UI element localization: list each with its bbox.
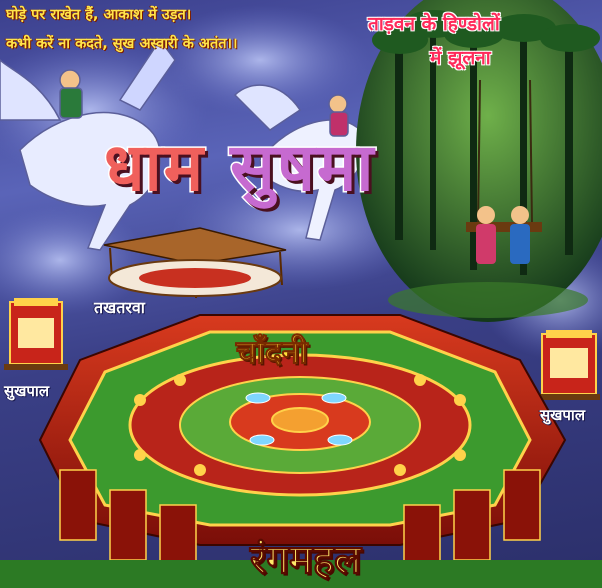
title-word-2: सुषमा (230, 129, 376, 206)
sukhpal-left (4, 298, 68, 370)
title-word-1: धाम (104, 129, 206, 206)
swing-caption-line-1: ताड़वन के हिण्डोलों (368, 13, 500, 35)
label-rangmahal: रंगमहल (250, 537, 362, 583)
verse-line-2: कभी करें ना कदते, सुख अस्वारी के अतंत।। (6, 36, 238, 52)
label-takhtarva: तखतरवा (94, 298, 145, 317)
label-sukhpal-left: सुखपाल (4, 382, 49, 400)
label-chandni: चाँदनी (236, 333, 308, 371)
label-sukhpal-right: सुखपाल (540, 406, 585, 424)
verse-line-1: घोड़े पर राखेत हैं, आकाश में उड़त। (6, 7, 192, 23)
sukhpal-right (536, 330, 600, 400)
swing-caption-line-2: में झूलना (430, 47, 491, 69)
poster-title (104, 120, 375, 210)
